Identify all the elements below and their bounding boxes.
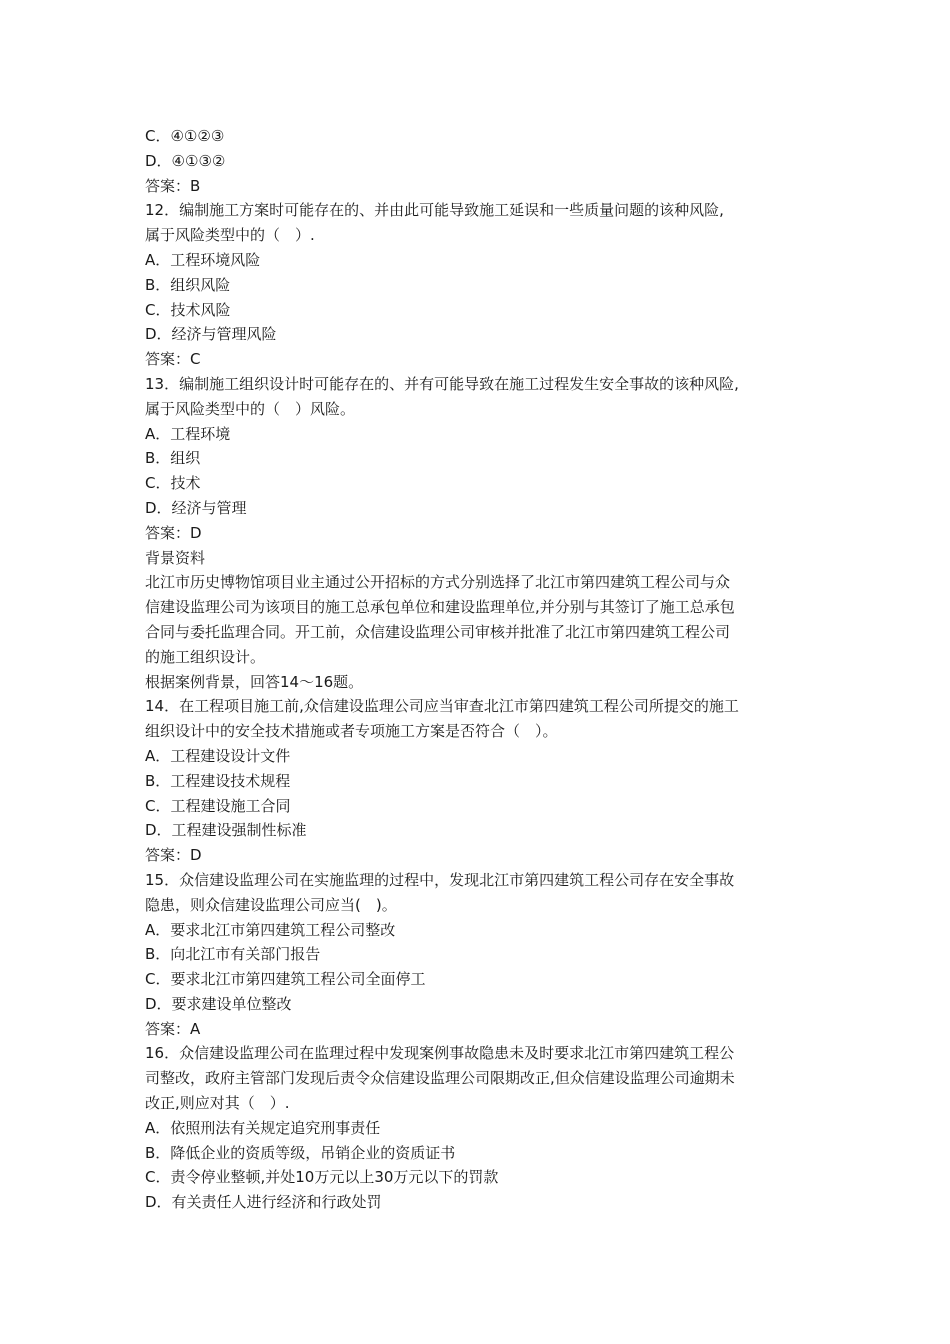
option-a-q13: A．工程环境	[145, 424, 231, 443]
answer-q12: 答案：C	[145, 350, 201, 369]
question-12-line-2: 属于风险类型中的（ ）.	[145, 226, 315, 245]
document-page	[145, 124, 813, 1215]
answer-q14: 答案：D	[145, 846, 202, 865]
option-a-q14: A．工程建设设计文件	[145, 746, 291, 765]
option-c-q14: C．工程建设施工合同	[145, 796, 291, 815]
question-12-line-1: 12．编制施工方案时可能存在的、并由此可能导致施工延误和一些质量问题的该种风险,	[145, 201, 724, 220]
option-b-q12: B．组织风险	[145, 275, 231, 294]
option-d-q14: D．工程建设强制性标准	[145, 821, 307, 840]
question-14-line-1: 14．在工程项目施工前,众信建设监理公司应当审查北江市第四建筑工程公司所提交的施工	[145, 697, 739, 716]
option-c-q12: C．技术风险	[145, 300, 231, 319]
option-c-q16: C．责令停业整顿,并处10万元以上30万元以下的罚款	[145, 1168, 499, 1187]
question-15-line-2: 隐患，则众信建设监理公司应当( )。	[145, 895, 397, 914]
option-d-q16: D．有关责任人进行经济和行政处罚	[145, 1193, 382, 1212]
case-instruction: 根据案例背景，回答14～16题。	[145, 672, 364, 691]
question-16-line-2: 司整改，政府主管部门发现后责令众信建设监理公司限期改正,但众信建设监理公司逾期未	[145, 1069, 735, 1088]
option-c-q13: C．技术	[145, 474, 201, 493]
option-a-q15: A．要求北江市第四建筑工程公司整改	[145, 920, 396, 939]
option-c-q15: C．要求北江市第四建筑工程公司全面停工	[145, 970, 426, 989]
option-b-q15: B．向北江市有关部门报告	[145, 945, 321, 964]
option-d-q11: D．④①③②	[145, 151, 226, 170]
question-16-line-1: 16．众信建设监理公司在监理过程中发现案例事故隐患未及时要求北江市第四建筑工程公	[145, 1044, 735, 1063]
option-c-q11: C．④①②③	[145, 127, 225, 145]
option-a-q16: A．依照刑法有关规定追究刑事责任	[145, 1118, 381, 1137]
background-line-4: 的施工组织设计。	[145, 647, 266, 666]
question-13-line-1: 13．编制施工组织设计时可能存在的、并有可能导致在施工过程发生安全事故的该种风险,	[145, 374, 739, 393]
question-14-line-2: 组织设计中的安全技术措施或者专项施工方案是否符合（ ）。	[145, 722, 558, 741]
background-line-1: 北江市历史博物馆项目业主通过公开招标的方式分别选择了北江市第四建筑工程公司与众	[145, 573, 731, 592]
answer-q13: 答案：D	[145, 523, 202, 542]
option-b-q13: B．组织	[145, 449, 201, 468]
question-16-line-3: 改正,则应对其（ ）.	[145, 1094, 290, 1113]
option-d-q13: D．经济与管理	[145, 498, 247, 517]
option-a-q12: A．工程环境风险	[145, 250, 261, 269]
option-b-q14: B．工程建设技术规程	[145, 771, 291, 790]
option-d-q15: D．要求建设单位整改	[145, 994, 292, 1013]
answer-q15: 答案：A	[145, 1019, 201, 1038]
option-b-q16: B．降低企业的资质等级，吊销企业的资质证书	[145, 1143, 456, 1162]
background-line-3: 合同与委托监理合同。开工前，众信建设监理公司审核并批准了北江市第四建筑工程公司	[145, 622, 731, 641]
question-13-line-2: 属于风险类型中的（ ）风险。	[145, 399, 356, 418]
answer-q11: 答案：B	[145, 176, 201, 195]
background-heading: 背景资料	[145, 548, 206, 567]
question-15-line-1: 15．众信建设监理公司在实施监理的过程中，发现北江市第四建筑工程公司存在安全事故	[145, 870, 735, 889]
option-d-q12: D．经济与管理风险	[145, 325, 277, 344]
background-line-2: 信建设监理公司为该项目的施工总承包单位和建设监理单位,并分别与其签订了施工总承包	[145, 598, 735, 617]
